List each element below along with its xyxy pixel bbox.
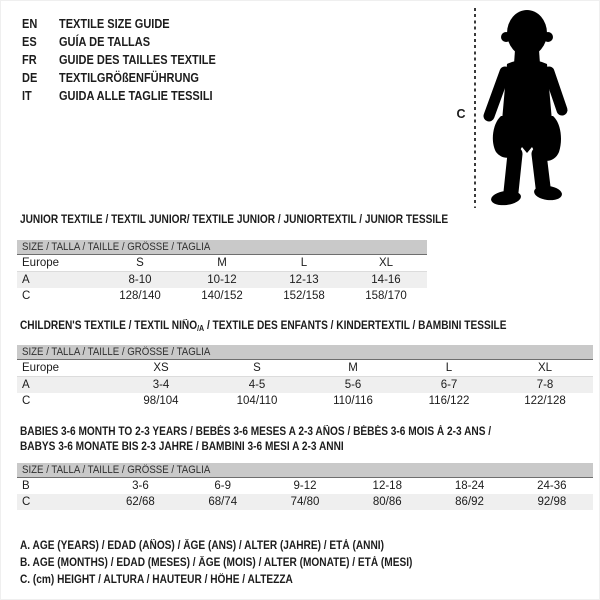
babies-size-table (17, 463, 593, 510)
size-header-text: SIZE / TALLA / TAILLE / GRÖSSE / TAGLIA (22, 241, 211, 253)
cell: 3-6 (132, 480, 149, 492)
legend-text: GUIDA ALLE TAGLIE TESSILI (59, 89, 213, 103)
cell: 5-6 (305, 377, 401, 394)
cell: 10-12 (181, 272, 263, 289)
cell: 80/86 (346, 494, 428, 510)
size-header-text: SIZE / TALLA / TAILLE / GRÖSSE / TAGLIA (22, 346, 211, 358)
cell: 140/152 (201, 290, 243, 302)
cell: 92/98 (511, 494, 593, 510)
size-header-bar (17, 345, 593, 360)
cell: 3-4 (113, 377, 209, 394)
cell: 8-10 (99, 272, 181, 289)
legend-row-en (22, 15, 237, 33)
legend-text: GUIDE DES TAILLES TEXTILE (59, 53, 216, 67)
legend-row-es (22, 33, 237, 51)
legend-code: ES (22, 35, 37, 49)
legend-code: DE (22, 71, 38, 85)
row-label: A (17, 377, 113, 394)
cell: 68/74 (182, 494, 264, 510)
cell: 74/80 (264, 494, 346, 510)
cell: 18-24 (454, 480, 485, 492)
junior-size-table (17, 240, 427, 304)
cell: 158/170 (365, 290, 407, 302)
cell: 24-36 (537, 480, 567, 492)
row-label: A (17, 272, 99, 289)
table-row (17, 494, 593, 510)
cell: 86/92 (428, 494, 510, 510)
legend-code: EN (22, 17, 38, 31)
row-label: C (22, 395, 31, 407)
height-measure-dashed-line (474, 8, 476, 208)
cell: 116/122 (428, 395, 470, 407)
legend-row-it (22, 87, 237, 105)
baby-silhouette-icon (482, 6, 570, 209)
cell: S (99, 255, 181, 272)
row-label: C (17, 494, 99, 510)
cell: 6-7 (401, 377, 497, 394)
cell: 9-12 (293, 480, 317, 492)
children-title-post: / TEXTILE DES ENFANTS / KINDERTEXTIL / BAMBINI TESSILE (204, 320, 507, 332)
junior-title-text: JUNIOR TEXTILE / TEXTIL JUNIOR/ TEXTILE JUNIOR / JUNIORTEXTIL / JUNIOR TESSILE (20, 214, 449, 226)
size-header-bar (17, 463, 593, 478)
cell: 6-9 (214, 480, 232, 492)
children-size-table (17, 345, 593, 409)
babies-section-title (20, 425, 555, 455)
table-row (17, 255, 427, 272)
footnotes (20, 538, 466, 588)
cell: L (401, 360, 497, 377)
table-row (17, 377, 593, 394)
cell: 128/140 (119, 290, 161, 302)
cell: M (305, 360, 401, 377)
height-measure-label: C (456, 107, 466, 121)
row-label: Europe (17, 255, 99, 272)
row-label: B (22, 480, 30, 492)
size-header-bar (17, 240, 427, 255)
legend-code: FR (22, 53, 37, 67)
children-title-text (20, 319, 506, 336)
legend-code: IT (22, 89, 32, 103)
row-label: Europe (17, 360, 113, 377)
children-title-pre: CHILDREN'S TEXTILE / TEXTIL NIÑO (20, 320, 198, 332)
cell: 122/128 (524, 395, 566, 407)
footnote-a (20, 538, 466, 555)
table-row (17, 272, 427, 289)
legend-text: TEXTILE SIZE GUIDE (59, 17, 170, 31)
cell: 110/116 (333, 395, 373, 407)
table-row (17, 478, 593, 495)
language-legend (22, 15, 237, 105)
legend-text: TEXTILGRÖßENFÜHRUNG (59, 71, 199, 85)
babies-title-line2: BABYS 3-6 MONATE BIS 2-3 JAHRE / BAMBINI 3-6 MESI A 2-3 ANNI (20, 441, 344, 453)
cell: 4-5 (209, 377, 305, 394)
cell: XL (497, 360, 593, 377)
cell: 12-13 (263, 272, 345, 289)
footnote-c (20, 572, 466, 589)
children-section-title (20, 319, 573, 336)
legend-row-de (22, 69, 237, 87)
table-row (17, 393, 593, 409)
table-row (17, 360, 593, 377)
footnote-b-text: B. AGE (MONTHS) / EDAD (MESES) / ÂGE (MOIS) / ALTER (MONATE) / ETÀ (MESI) (20, 556, 413, 569)
table-row (17, 288, 427, 304)
children-title-sub: /A (197, 324, 205, 333)
legend-text: GUÍA DE TALLAS (59, 35, 151, 49)
cell: 7-8 (497, 377, 593, 394)
footnote-a-text: A. AGE (YEARS) / EDAD (AÑOS) / ÂGE (ANS) / ALTER (JAHRE) / ETÀ (ANNI) (20, 540, 384, 552)
legend-row-fr (22, 51, 237, 69)
cell: 98/104 (143, 395, 179, 407)
footnote-b (20, 555, 466, 572)
row-label: C (22, 290, 31, 302)
cell: XL (345, 255, 427, 272)
cell: M (181, 255, 263, 272)
cell: XS (113, 360, 209, 377)
cell: 14-16 (345, 272, 427, 289)
cell: 104/110 (236, 395, 278, 407)
cell: 12-18 (372, 480, 402, 492)
babies-title-line1: BABIES 3-6 MONTH TO 2-3 YEARS / BEBÉS 3-6 MESES A 2-3 AÑOS / BÉBÉS 3-6 MOIS À 2-3 ANS / (20, 426, 492, 438)
cell: 152/158 (283, 290, 325, 302)
footnote-c-text: C. (cm) HEIGHT / ALTURA / HAUTEUR / HÖHE / ALTEZZA (20, 573, 293, 586)
cell: L (263, 255, 345, 272)
cell: 62/68 (99, 494, 181, 510)
size-header-text: SIZE / TALLA / TAILLE / GRÖSSE / TAGLIA (22, 464, 211, 476)
cell: S (209, 360, 305, 377)
junior-section-title (20, 213, 506, 228)
